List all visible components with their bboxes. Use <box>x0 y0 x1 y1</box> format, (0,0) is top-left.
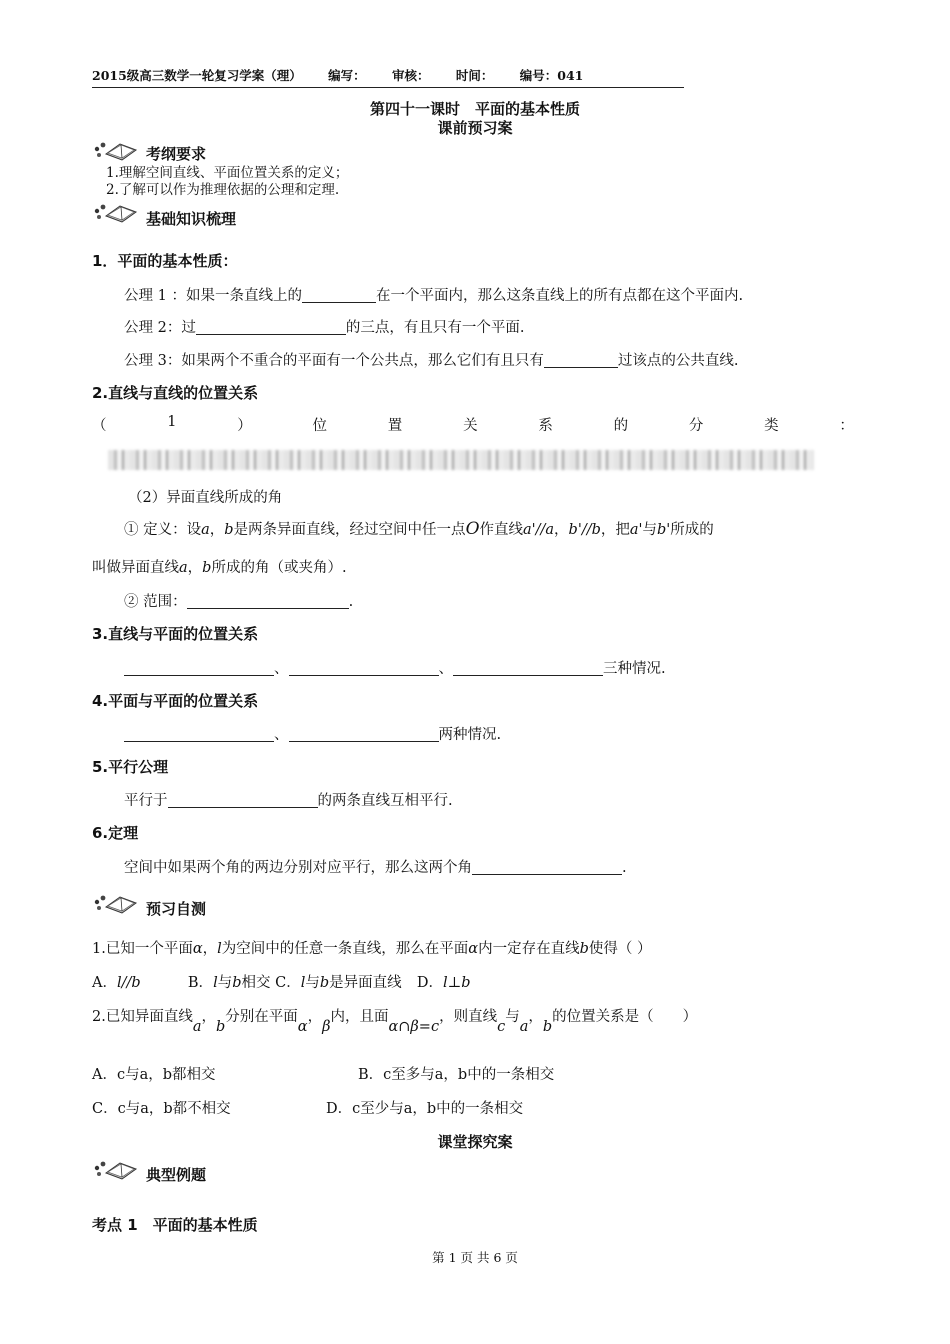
axiom-2-text-b: 的三点，有且只有一个平面. <box>345 320 525 336</box>
axiom-3 <box>124 349 738 370</box>
option-expr: l⊥b <box>443 975 471 991</box>
angle-title: （2）异面直线所成的角 <box>128 490 283 506</box>
separator: 、 <box>438 661 453 677</box>
def-text: 所成的角（或夹角）. <box>211 560 347 576</box>
q1-option-c[interactable] <box>275 975 402 991</box>
option-text: 与 <box>217 975 233 991</box>
blank-field[interactable] <box>124 727 274 742</box>
option-label: B． <box>187 975 214 991</box>
blank-field[interactable] <box>453 661 603 676</box>
var-alpha: α <box>297 1019 308 1035</box>
var-a: a <box>192 1019 202 1035</box>
classify-char: 类 <box>764 418 779 434</box>
header-number: 编号：041 <box>519 68 584 83</box>
var-a: a <box>519 1019 529 1035</box>
q2-option-a[interactable]: A．c与a，b都相交 <box>92 1067 216 1083</box>
q2-option-d[interactable]: D．c至少与a，b中的一条相交 <box>326 1101 524 1117</box>
q2-text: ，则直线 <box>439 1009 498 1025</box>
def-text: 与 <box>642 522 658 538</box>
def-text: 叫做异面直线 <box>92 560 179 576</box>
q2-text: ， <box>528 1009 543 1025</box>
blank-field[interactable] <box>289 727 439 742</box>
q1-text: 内一定存在直线 <box>478 941 580 957</box>
question-1 <box>92 937 651 958</box>
var-a: a <box>201 522 210 538</box>
def-text: ，把 <box>600 522 630 538</box>
s5-heading: 5.平行公理 <box>92 758 169 776</box>
blank-field[interactable] <box>289 661 439 676</box>
blank-field[interactable] <box>196 320 346 335</box>
relation-a: a'//a <box>523 522 555 538</box>
header-course: 2015级高三数学一轮复习学案（理） <box>92 68 302 83</box>
q2-text: 与 <box>505 1009 520 1025</box>
option-text: 是异面直线 <box>329 975 402 991</box>
range-label: ② 范围： <box>124 594 187 610</box>
s6-text-a: 空间中如果两个角的两边分别对应平行，那么这两个角 <box>124 860 472 876</box>
axiom-3-text-a: 公理 3：如果两个不重合的平面有一个公共点，那么它们有且只有 <box>124 353 544 369</box>
def-text: ， <box>209 522 225 538</box>
book-icon <box>92 198 138 224</box>
classify-char: 关 <box>463 418 478 434</box>
q2-option-b[interactable]: B．c至多与a，b中的一条相交 <box>358 1067 555 1083</box>
classify-line <box>92 414 854 435</box>
garbled-image-strip <box>108 450 814 470</box>
classify-char: 1 <box>167 414 177 430</box>
classify-char: 置 <box>387 418 403 434</box>
lesson-subtitle: 课前预习案 <box>437 119 513 137</box>
book-icon <box>92 889 138 915</box>
angle-definition <box>124 518 714 539</box>
q1-text: 使得（ ） <box>588 941 652 957</box>
var-O: O <box>465 519 480 539</box>
classify-char: ： <box>839 418 854 434</box>
syllabus-heading: 考纲要求 <box>146 145 207 163</box>
option-text: 与 <box>305 975 320 991</box>
blank-field[interactable] <box>472 860 622 875</box>
var-c: c <box>497 1019 506 1035</box>
option-expr: l//b <box>116 975 141 991</box>
s5-text <box>124 789 453 810</box>
page-footer: 第 1 页 共 6 页 <box>432 1250 518 1265</box>
classify-char: 分 <box>688 418 704 434</box>
angle-range <box>124 590 353 611</box>
blank-field[interactable] <box>302 288 376 303</box>
basics-heading: 基础知识梳理 <box>146 210 237 228</box>
s6-heading: 6.定理 <box>92 824 139 842</box>
axiom-1 <box>124 284 743 305</box>
classify-char: 的 <box>613 418 629 434</box>
q1-text: ， <box>202 941 218 957</box>
q1-text: 为空间中的任意一条直线，那么在平面 <box>221 941 469 957</box>
question-2 <box>92 1005 698 1035</box>
option-label: C． <box>275 975 301 991</box>
syllabus-item-1: 1.理解空间直线、平面位置关系的定义； <box>106 165 349 181</box>
relation-b: b'//b <box>568 522 601 538</box>
header-author: 编写： <box>328 68 366 83</box>
var-b: b <box>216 1019 226 1035</box>
preview-heading: 预习自测 <box>146 900 207 918</box>
q2-option-c[interactable]: C．c与a，b都不相交 <box>92 1101 231 1117</box>
kp1-heading: 考点 1 平面的基本性质 <box>92 1216 258 1234</box>
var-a-prime: a' <box>629 522 643 538</box>
var-alpha: α <box>468 941 479 957</box>
q1-text: 1.已知一个平面 <box>92 941 193 957</box>
axiom-1-text-b: 在一个平面内，那么这条直线上的所有点都在这个平面内. <box>375 288 744 304</box>
q2-text: 内，且面 <box>330 1009 389 1025</box>
classify-char: ） <box>237 418 252 434</box>
blank-field[interactable] <box>544 353 618 368</box>
var-b: b <box>202 560 212 576</box>
s1-heading: 1．平面的基本性质： <box>92 252 238 270</box>
syllabus-item-2: 2.了解可以作为推理依据的公理和定理. <box>106 182 340 198</box>
var-a: a <box>179 560 188 576</box>
option-text: 相交 <box>241 975 271 991</box>
blank-field[interactable] <box>187 594 349 609</box>
s3-blanks <box>124 657 666 678</box>
def-text: 所成的 <box>670 522 714 538</box>
def-text: ， <box>187 560 203 576</box>
axiom-1-text-a: 公理 1 ：如果一条直线上的 <box>124 288 302 304</box>
classify-char: 系 <box>538 418 553 434</box>
q1-option-a[interactable] <box>92 975 141 991</box>
q1-option-d[interactable] <box>417 975 471 991</box>
s5-text-a: 平行于 <box>124 793 168 809</box>
q2-text: 分别在平面 <box>225 1009 298 1025</box>
def-text: 作直线 <box>479 522 523 538</box>
s5-text-b: 的两条直线互相平行. <box>317 793 453 809</box>
var-b-prime: b' <box>657 522 671 538</box>
var-l: l <box>213 975 218 991</box>
s3-heading: 3.直线与平面的位置关系 <box>92 625 259 643</box>
option-label: D． <box>416 975 444 991</box>
var-b: b <box>224 522 234 538</box>
var-b: b <box>579 941 589 957</box>
header-time: 时间： <box>455 68 494 83</box>
intersection-expr: α∩β=c <box>388 1019 440 1035</box>
lesson-title: 第四十一课时 平面的基本性质 <box>369 100 580 118</box>
var-b: b <box>319 975 330 991</box>
page-header <box>92 66 684 88</box>
var-b: b <box>542 1019 553 1035</box>
classify-char: （ <box>92 418 107 434</box>
s3-tail: 三种情况. <box>603 661 666 677</box>
var-beta: β <box>322 1019 331 1035</box>
q2-text: 2.已知异面直线 <box>92 1009 193 1025</box>
header-reviewer: 审核： <box>392 68 430 83</box>
axiom-2-text-a: 公理 2：过 <box>124 320 196 336</box>
blank-field[interactable] <box>124 661 274 676</box>
examples-heading: 典型例题 <box>146 1166 207 1184</box>
separator: 、 <box>274 727 289 743</box>
s4-blanks <box>124 723 501 744</box>
s4-tail: 两种情况. <box>438 727 502 743</box>
range-end: . <box>348 594 354 610</box>
q1-option-b[interactable] <box>188 975 271 991</box>
question-1-options <box>92 971 471 992</box>
book-icon <box>92 136 138 162</box>
q2-text: ， <box>201 1009 216 1025</box>
option-label: A． <box>92 975 117 991</box>
blank-field[interactable] <box>168 793 318 808</box>
var-alpha: α <box>192 941 203 957</box>
s2-heading: 2.直线与直线的位置关系 <box>92 384 259 402</box>
classify-char: 位 <box>312 418 328 434</box>
var-l: l <box>300 975 306 991</box>
var-b: b <box>232 975 242 991</box>
var-l: l <box>217 941 222 957</box>
axiom-3-text-b: 过该点的公共直线. <box>617 353 739 369</box>
def-text: ① 定义：设 <box>124 522 202 538</box>
q2-text: 的位置关系是（ ） <box>552 1009 698 1025</box>
book-icon <box>92 1155 138 1181</box>
angle-definition-line2 <box>92 556 347 577</box>
s6-text-b: . <box>622 860 627 876</box>
def-text: 是两条异面直线，经过空间中任一点 <box>233 522 466 538</box>
separator: 、 <box>274 661 289 677</box>
classroom-heading: 课堂探究案 <box>437 1133 513 1151</box>
def-text: ， <box>554 522 569 538</box>
s6-text <box>124 856 627 877</box>
q2-text: ， <box>307 1009 323 1025</box>
axiom-2 <box>124 316 524 337</box>
s4-heading: 4.平面与平面的位置关系 <box>92 692 259 710</box>
